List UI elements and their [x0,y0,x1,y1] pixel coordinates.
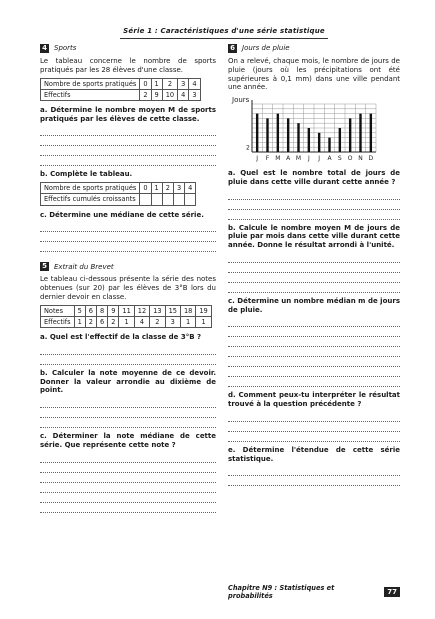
x-tick-label: J [307,155,310,162]
table-cell: 13 [150,305,165,316]
sports-table [40,78,201,101]
answer-line[interactable] [40,453,216,463]
row-header-cell: Notes [41,305,75,316]
section-4-title: 4 Sports [40,44,216,53]
answer-line[interactable] [40,345,216,355]
answer-line[interactable] [228,432,400,442]
bar [318,133,320,152]
table-cell: 9 [108,305,119,316]
answer-line[interactable] [228,337,400,347]
table-cell: 18 [180,305,195,316]
question-c: c. Détermine un nombre médian m de jours de pluie. [228,296,400,314]
answer-line[interactable] [228,357,400,367]
bar [256,114,258,152]
answer-line[interactable] [228,327,400,337]
answer-line[interactable] [40,156,216,166]
answer-line[interactable] [40,408,216,418]
bar [328,138,330,152]
answer-line[interactable] [228,347,400,357]
answer-line[interactable] [228,200,400,210]
table-cell: 6 [96,316,107,327]
answer-line[interactable] [40,398,216,408]
x-tick-label: D [368,155,374,162]
table-cell: 11 [119,305,134,316]
bar [266,118,268,152]
table-cell: 1 [151,78,162,89]
page-footer [228,585,400,599]
table-cell: 15 [165,305,180,316]
answer-line[interactable] [40,136,216,146]
empty-cell[interactable] [185,194,196,205]
empty-cell[interactable] [162,194,173,205]
table-cell: 1 [151,183,162,194]
answer-line[interactable] [40,126,216,136]
table-cell: 2 [150,316,165,327]
section-6-intro: On a relevé, chaque mois, le nombre de jours de pluie (jours où les précipitations ont été supérieures à 0,1 mm) dans une ville pendant une année. [228,57,400,92]
question-b: b. Complète le tableau. [40,170,133,179]
table-cell: 2 [162,183,173,194]
answer-line[interactable] [228,317,400,327]
table-cell: 1 [196,316,211,327]
bar [277,114,279,152]
question-a: a. Quel est le nombre total de jours de pluie dans cette ville durant cette année ? [228,169,400,186]
table-cell: 6 [85,305,96,316]
section-5-title: 5 Extrait du Brevet [40,262,216,271]
y-axis-label: Jours [232,96,250,104]
x-tick-label: M [295,155,302,162]
answer-line[interactable] [228,466,400,476]
answer-line[interactable] [40,232,216,242]
answer-line[interactable] [40,493,216,503]
table-cell: 8 [96,305,107,316]
table-cell: 1 [180,316,195,327]
table-cell: 1 [119,316,134,327]
left-column [40,44,216,513]
section-6-title: 6 Jours de pluie [228,44,400,53]
answer-line[interactable] [40,146,216,156]
x-tick-label: J [256,155,259,162]
x-tick-label: A [286,155,291,162]
table-cell: 4 [189,78,200,89]
table-cell: 4 [178,89,189,100]
question-c: c. Détermine une médiane de cette série. [40,210,204,219]
question-d: d. Comment peux-tu interpréter le résultat trouvé à la question précédente ? [228,391,400,408]
x-tick-label: A [327,155,332,162]
section-number: 5 [40,262,49,271]
x-tick-label: M [275,155,281,162]
bar-chart [230,95,380,165]
grades-table [40,305,212,328]
page-number: 77 [384,587,400,598]
table-cell: 2 [108,316,119,327]
row-header-cell: Effectifs [41,316,75,327]
empty-cell[interactable] [140,194,151,205]
series-header: Série 1 : Caractéristiques d'une série statistique [120,27,328,39]
answer-line[interactable] [40,418,216,428]
answer-line[interactable] [40,503,216,513]
rain-days-chart [230,95,380,165]
empty-cell[interactable] [151,194,162,205]
answer-line[interactable] [40,355,216,365]
table-cell: 12 [134,305,149,316]
x-tick-label: N [358,155,363,162]
answer-line[interactable] [40,222,216,232]
question-b: b. Calculer la note moyenne de ce devoir. Donner la valeur arrondie au dixième de point. [40,368,216,395]
answer-line[interactable] [228,283,400,293]
answer-line[interactable] [40,473,216,483]
answer-line[interactable] [40,483,216,493]
table-cell: 3 [178,78,189,89]
answer-line[interactable] [228,476,400,486]
answer-line[interactable] [228,412,400,422]
table-cell: 2 [85,316,96,327]
section-4-intro: Le tableau concerne le nombre de sports pratiqués par les 28 élèves d'une classe. [40,57,216,74]
table-cell: 2 [162,78,177,89]
table-cell: 3 [189,89,200,100]
answer-line[interactable] [228,273,400,283]
chapter-label: Chapitre N9 : Statistiques et probabilités [228,583,335,600]
table-cell: 3 [165,316,180,327]
table-cell: 10 [162,89,177,100]
table-cell: 4 [134,316,149,327]
bar [297,123,299,152]
answer-line[interactable] [40,463,216,473]
row-header-cell: Nombre de sports pratiqués [41,183,140,194]
question-c: c. Déterminer la note médiane de cette série. Que représente cette note ? [40,432,216,449]
table-cell: 2 [140,89,151,100]
answer-line[interactable] [228,190,400,200]
table-cell: 4 [185,183,196,194]
row-header-cell: Effectifs [41,89,140,100]
right-column [228,44,400,486]
section-number: 6 [228,44,237,53]
question-e: e. Détermine l'étendue de cette série statistique. [228,445,400,463]
question-b: b. Calcule le nombre moyen M de jours de pluie par mois dans cette ville durant cette année. Donne le résultat arrondi à l'unité. [228,223,400,249]
x-tick-label: F [265,155,270,162]
y-tick-label: 2 [246,144,250,152]
answer-line[interactable] [228,263,400,273]
question-a: a. Quel est l'effectif de la classe de 3°B ? [40,333,202,342]
table-cell: 0 [140,78,151,89]
table-cell: 19 [196,305,211,316]
row-header-cell: Nombre de sports pratiqués [41,78,140,89]
section-5-intro: Le tableau ci-dessous présente la série des notes obtenues (sur 20) par les élèves de 3°B lors du dernier devoir en classe. [40,275,216,301]
answer-line[interactable] [228,210,400,220]
bar [339,128,341,152]
question-a: a. Détermine le nombre moyen M de sports pratiqués par les élèves de cette classe. [40,105,216,123]
table-cell: 5 [74,305,85,316]
answer-line[interactable] [228,422,400,432]
answer-line[interactable] [228,253,400,263]
table-cell: 3 [173,183,184,194]
table-cell: 0 [140,183,151,194]
answer-line[interactable] [40,242,216,252]
x-tick-label: S [337,155,342,162]
empty-cell[interactable] [173,194,184,205]
bar [359,114,361,152]
bar [349,118,351,152]
cumulative-table [40,182,196,205]
table-cell: 9 [151,89,162,100]
answer-line[interactable] [228,377,400,387]
bar [370,114,372,152]
bar [287,118,289,152]
row-header-cell: Effectifs cumulés croissants [41,194,140,205]
section-number: 4 [40,44,49,53]
answer-line[interactable] [228,367,400,377]
x-tick-label: J [318,155,321,162]
table-cell: 1 [74,316,85,327]
bar [308,128,310,152]
x-tick-label: O [347,155,353,162]
